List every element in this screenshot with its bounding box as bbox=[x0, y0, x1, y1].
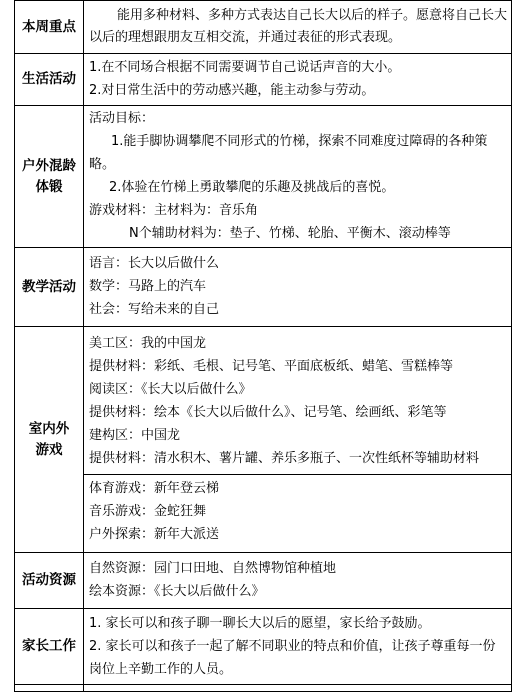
content-line: 语言：长大以后做什么 bbox=[89, 256, 220, 271]
content-line: 体育游戏：新年登云梯 bbox=[89, 481, 220, 496]
content-line: 活动目标： bbox=[89, 111, 155, 126]
row-content bbox=[84, 327, 512, 553]
content-line: 提供材料：绘本《长大以后做什么》、记号笔、绘画纸、彩笔等 bbox=[89, 405, 447, 420]
row-content bbox=[84, 553, 512, 609]
content-line: 1. 家长可以和孩子聊一聊长大以后的愿望，家长给予鼓励。 bbox=[89, 615, 431, 631]
row-label-text: 户外混龄 bbox=[22, 157, 76, 174]
row-content bbox=[84, 685, 512, 692]
row-label-text: 家长工作 bbox=[22, 638, 76, 654]
table-row bbox=[15, 106, 512, 248]
row-label bbox=[15, 609, 84, 685]
row-content bbox=[84, 609, 512, 685]
row-label bbox=[15, 1, 84, 54]
row-label bbox=[15, 248, 84, 327]
row-label-text: 体锻 bbox=[35, 178, 63, 195]
content-line: 1.能手脚协调攀爬不同形式的竹梯，探索不同难度过障碍的各种策略。 bbox=[89, 134, 488, 172]
row-label-text: 教学活动 bbox=[22, 278, 76, 295]
content-line: 建构区：中国龙 bbox=[89, 428, 181, 443]
row-label bbox=[15, 106, 84, 248]
row-label bbox=[15, 54, 84, 106]
content-line: 2.对日常生活中的劳动感兴趣，能主动参与劳动。 bbox=[89, 83, 375, 98]
content-line: 音乐游戏：金蛇狂舞 bbox=[89, 504, 207, 519]
content-line: 能用多种材料、多种方式表达自己长大以后的样子。愿意将自己长大以后的理想跟朋友互相交流，并通过表征的形式表现。 bbox=[89, 7, 508, 45]
content-line: 户外探索：新年大派送 bbox=[89, 527, 220, 542]
weekly-plan-table bbox=[14, 0, 512, 692]
row-label bbox=[15, 685, 84, 692]
content-line: 2.体验在竹梯上勇敢攀爬的乐趣及挑战后的喜悦。 bbox=[109, 180, 395, 195]
content-line: 自然资源：园门口田地、自然博物馆种植地 bbox=[89, 561, 337, 576]
content-line: 1.在不同场合根据不同需要调节自己说话声音的大小。 bbox=[89, 60, 401, 75]
row-content bbox=[84, 248, 512, 327]
table-row bbox=[15, 685, 512, 692]
content-line: N个辅助材料为：垫子、竹梯、轮胎、平衡木、滚动棒等 bbox=[129, 226, 451, 241]
content-line: 美工区：我的中国龙 bbox=[89, 336, 207, 351]
row-content bbox=[84, 1, 512, 54]
row-label-text: 活动资源 bbox=[22, 572, 76, 588]
section-divider bbox=[84, 474, 511, 475]
content-line: 提供材料：彩纸、毛根、记号笔、平面底板纸、蜡笔、雪糕棒等 bbox=[89, 359, 454, 374]
table-row bbox=[15, 1, 512, 54]
content-line: 阅读区：《长大以后做什么》 bbox=[89, 382, 252, 397]
content-line: 绘本资源：《长大以后做什么》 bbox=[89, 584, 265, 599]
content-line: 提供材料：清水积木、薯片罐、养乐多瓶子、一次性纸杯等辅助材料 bbox=[89, 451, 480, 466]
table-row bbox=[15, 327, 512, 553]
row-label bbox=[15, 327, 84, 553]
row-content bbox=[84, 106, 512, 248]
content-line: 游戏材料：主材料为：音乐角 bbox=[89, 203, 259, 218]
table-row bbox=[15, 248, 512, 327]
row-label bbox=[15, 553, 84, 609]
content-line: 社会：写给未来的自己 bbox=[89, 302, 220, 317]
table-row bbox=[15, 553, 512, 609]
table-row bbox=[15, 609, 512, 685]
content-line: 数学：马路上的汽车 bbox=[89, 279, 207, 294]
row-label-text: 本周重点 bbox=[22, 18, 76, 35]
row-label-text: 生活活动 bbox=[22, 71, 76, 87]
content-line: 2. 家长可以和孩子一起了解不同职业的特点和价值，让孩子尊重每一份岗位上辛勤工作的人员。 bbox=[89, 638, 496, 677]
table-row bbox=[15, 54, 512, 106]
row-content bbox=[84, 54, 512, 106]
row-label-text: 游戏 bbox=[35, 441, 63, 458]
row-label-text: 室内外 bbox=[28, 420, 70, 437]
